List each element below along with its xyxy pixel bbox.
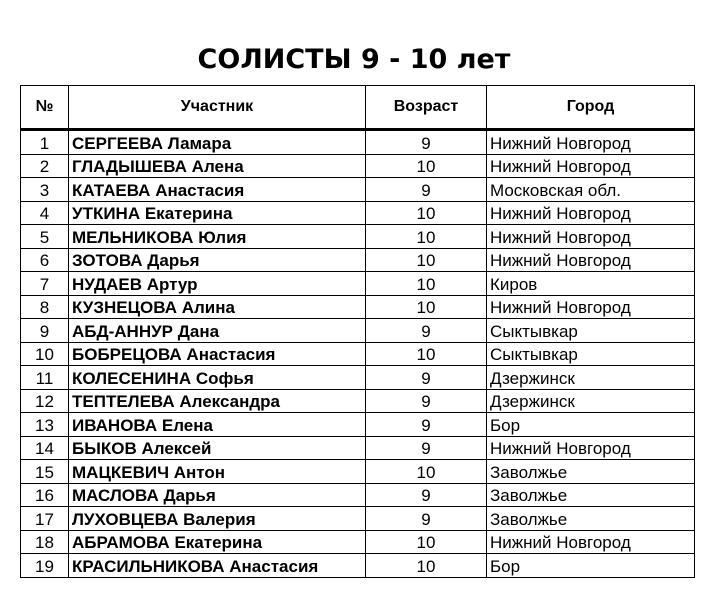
- participant-city: Сыктывкар: [487, 342, 695, 366]
- row-number: 17: [21, 507, 69, 531]
- participant-age: 9: [366, 413, 487, 437]
- participant-given-name: Анастасия: [229, 556, 319, 576]
- participant-age: 10: [366, 342, 487, 366]
- participant-name: [69, 413, 366, 437]
- participant-surname: БОБРЕЦОВА: [72, 345, 182, 364]
- row-number: 10: [21, 342, 69, 366]
- participant-given-name: Алексей: [141, 439, 212, 458]
- participant-age: 10: [366, 554, 487, 578]
- participant-city: Нижний Новгород: [487, 201, 695, 225]
- row-number: 1: [21, 130, 69, 155]
- participant-surname: КОЛЕСЕНИНА: [72, 368, 192, 388]
- participant-name: [69, 530, 366, 554]
- table-row: [21, 554, 695, 578]
- participant-name: [69, 248, 366, 272]
- participant-surname: ИВАНОВА: [72, 415, 158, 435]
- table-header: [21, 86, 695, 130]
- participant-city: Нижний Новгород: [487, 248, 695, 272]
- participant-city: Дзержинск: [487, 366, 695, 390]
- table-row: [21, 507, 695, 531]
- table-row: [21, 201, 695, 225]
- participant-given-name: Антон: [173, 462, 226, 482]
- row-number: 3: [21, 178, 69, 202]
- participant-given-name: Екатерина: [174, 533, 263, 552]
- participant-given-name: Александра: [179, 392, 280, 411]
- row-number: 12: [21, 389, 69, 413]
- row-number: 14: [21, 436, 69, 460]
- participant-name: [69, 389, 366, 413]
- participant-age: 9: [366, 436, 487, 460]
- participant-surname: ГЛАДЫШЕВА: [72, 157, 187, 176]
- participant-surname: ЛУХОВЦЕВА: [72, 509, 179, 529]
- participant-age: 10: [366, 295, 487, 319]
- table-body: [21, 130, 695, 578]
- participant-surname: ЗОТОВА: [72, 251, 143, 270]
- participant-name: [69, 272, 366, 296]
- participant-name: [69, 225, 366, 249]
- participant-surname: МЕЛЬНИКОВА: [72, 227, 194, 247]
- participant-given-name: Анастасия: [186, 345, 276, 364]
- participant-city: Заволжье: [487, 483, 695, 507]
- participant-given-name: Анастасия: [155, 180, 245, 200]
- header-row: [21, 86, 695, 130]
- participant-age: 9: [366, 366, 487, 390]
- participant-city: Нижний Новгород: [487, 154, 695, 178]
- participant-surname: АБРАМОВА: [72, 533, 170, 552]
- participant-given-name: Валерия: [183, 509, 256, 529]
- participant-name: [69, 436, 366, 460]
- participant-name: [69, 295, 366, 319]
- participant-surname: УТКИНА: [72, 204, 141, 223]
- participant-given-name: Софья: [195, 368, 254, 388]
- table-row: [21, 248, 695, 272]
- participant-name: [69, 201, 366, 225]
- table-row: [21, 389, 695, 413]
- participant-city: Бор: [487, 554, 695, 578]
- participant-surname: КАТАЕВА: [72, 180, 151, 200]
- participant-name: [69, 130, 366, 155]
- participant-city: Заволжье: [487, 460, 695, 484]
- table-row: [21, 483, 695, 507]
- participant-age: 10: [366, 201, 487, 225]
- participant-given-name: Алина: [181, 298, 235, 317]
- table-row: [21, 530, 695, 554]
- participant-surname: МАСЛОВА: [72, 486, 159, 505]
- participants-table: [20, 85, 695, 578]
- participant-city: Дзержинск: [487, 389, 695, 413]
- participant-city: Нижний Новгород: [487, 130, 695, 155]
- participant-name: [69, 366, 366, 390]
- table-row: [21, 295, 695, 319]
- participant-given-name: Дарья: [147, 251, 200, 270]
- participant-surname: БЫКОВ: [72, 439, 137, 458]
- participant-given-name: Елена: [161, 415, 213, 435]
- column-header-participant: Участник: [69, 86, 366, 130]
- row-number: 15: [21, 460, 69, 484]
- table-row: [21, 436, 695, 460]
- row-number: 8: [21, 295, 69, 319]
- participant-surname: КУЗНЕЦОВА: [72, 298, 177, 317]
- participant-surname: НУДАЕВ: [72, 274, 142, 294]
- table-row: [21, 342, 695, 366]
- participant-name: [69, 319, 366, 343]
- table-row: [21, 154, 695, 178]
- participant-given-name: Дарья: [163, 486, 216, 505]
- row-number: 19: [21, 554, 69, 578]
- participant-age: 9: [366, 483, 487, 507]
- participant-name: [69, 483, 366, 507]
- participant-given-name: Алена: [191, 157, 244, 176]
- table-row: [21, 460, 695, 484]
- participant-age: 10: [366, 225, 487, 249]
- participant-age: 9: [366, 130, 487, 155]
- participant-given-name: Юлия: [198, 227, 247, 247]
- participant-age: 9: [366, 389, 487, 413]
- row-number: 2: [21, 154, 69, 178]
- column-header-age: Возраст: [366, 86, 487, 130]
- participant-city: Нижний Новгород: [487, 225, 695, 249]
- participant-surname: АБД-АННУР: [72, 321, 174, 341]
- row-number: 6: [21, 248, 69, 272]
- row-number: 9: [21, 319, 69, 343]
- row-number: 7: [21, 272, 69, 296]
- participant-given-name: Дана: [177, 321, 220, 341]
- row-number: 11: [21, 366, 69, 390]
- participant-surname: КРАСИЛЬНИКОВА: [72, 556, 225, 576]
- participant-city: Сыктывкар: [487, 319, 695, 343]
- participant-name: [69, 554, 366, 578]
- row-number: 16: [21, 483, 69, 507]
- table-row: [21, 413, 695, 437]
- participant-city: Бор: [487, 413, 695, 437]
- participant-surname: МАЦКЕВИЧ: [72, 462, 170, 482]
- row-number: 5: [21, 225, 69, 249]
- participant-city: Нижний Новгород: [487, 530, 695, 554]
- row-number: 4: [21, 201, 69, 225]
- participant-age: 10: [366, 272, 487, 296]
- table-row: [21, 272, 695, 296]
- table-row: [21, 366, 695, 390]
- participant-given-name: Артур: [146, 274, 198, 294]
- participant-city: Заволжье: [487, 507, 695, 531]
- row-number: 18: [21, 530, 69, 554]
- column-header-num: №: [21, 86, 69, 130]
- participant-city: Нижний Новгород: [487, 436, 695, 460]
- participant-city: Нижний Новгород: [487, 295, 695, 319]
- participant-age: 10: [366, 154, 487, 178]
- participant-given-name: Екатерина: [144, 204, 233, 223]
- participant-name: [69, 154, 366, 178]
- participant-city: Киров: [487, 272, 695, 296]
- table-row: [21, 178, 695, 202]
- column-header-city: Город: [487, 86, 695, 130]
- participant-city: Московская обл.: [487, 178, 695, 202]
- table-row: [21, 130, 695, 155]
- participant-age: 9: [366, 178, 487, 202]
- row-number: 13: [21, 413, 69, 437]
- participant-name: [69, 460, 366, 484]
- participant-age: 9: [366, 507, 487, 531]
- participant-name: [69, 342, 366, 366]
- participant-age: 10: [366, 248, 487, 272]
- participant-age: 10: [366, 460, 487, 484]
- participant-given-name: Ламара: [167, 133, 232, 153]
- page-title: СОЛИСТЫ 9 - 10 лет: [197, 44, 511, 75]
- table-row: [21, 319, 695, 343]
- participant-surname: ТЕПТЕЛЕВА: [72, 392, 175, 411]
- participant-name: [69, 507, 366, 531]
- participant-age: 10: [366, 530, 487, 554]
- participant-surname: СЕРГЕЕВА: [72, 133, 163, 153]
- participant-name: [69, 178, 366, 202]
- participant-age: 9: [366, 319, 487, 343]
- table-row: [21, 225, 695, 249]
